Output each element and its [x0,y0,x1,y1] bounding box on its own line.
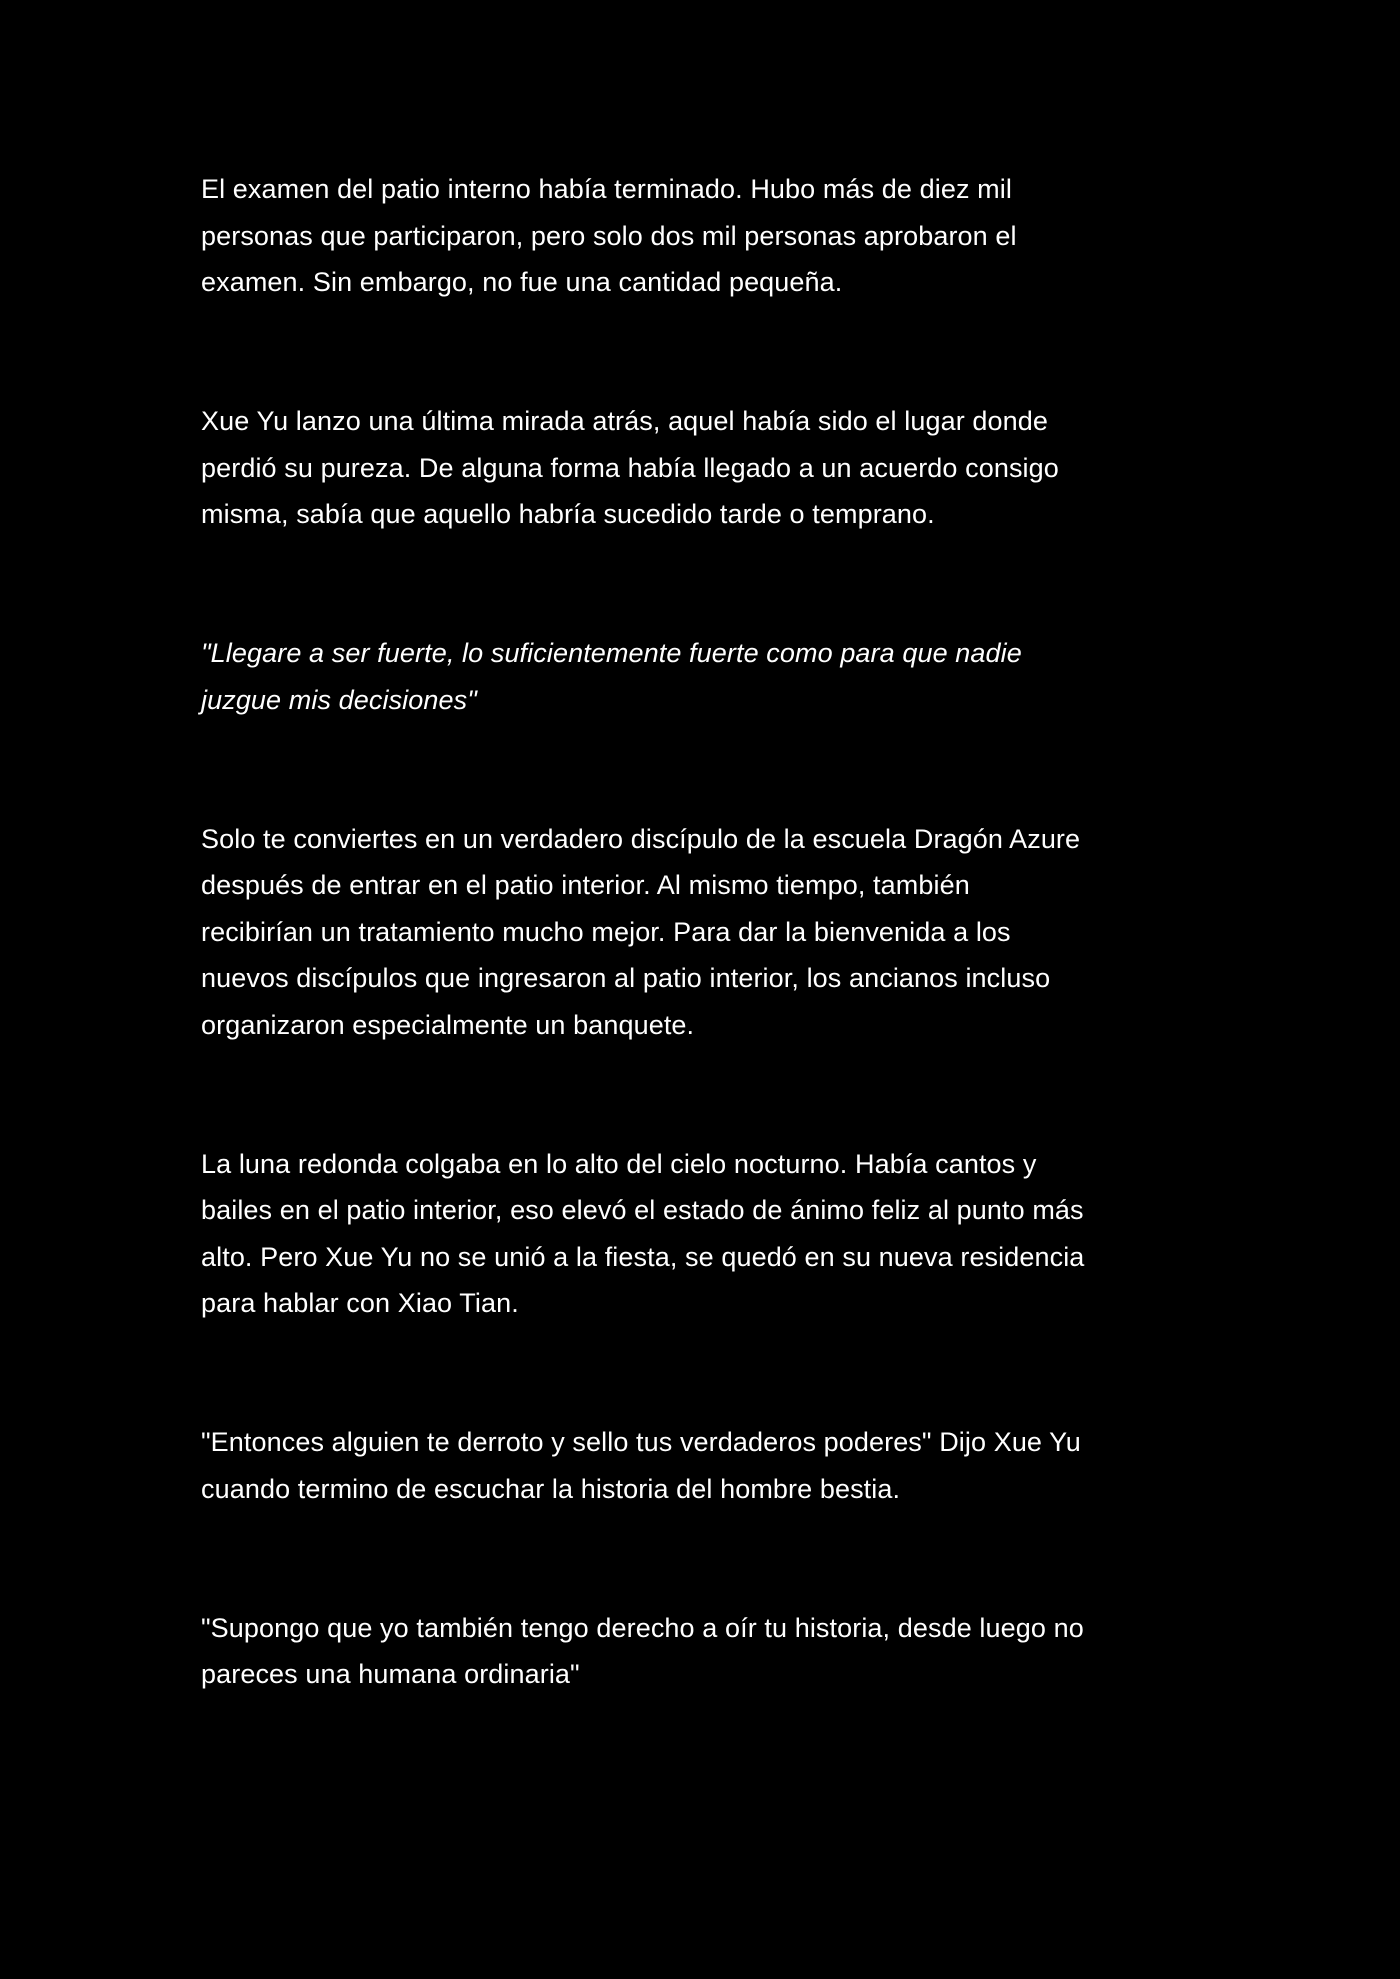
text-body [201,166,1201,1698]
paragraph-2: Xue Yu lanzo una última mirada atrás, aquel había sido el lugar donde perdió su pureza. De alguna forma había llegado a un acuerdo consigo misma, sabía que aquello habría sucedido tarde o temprano. [201,406,1059,529]
paragraph-4: Solo te conviertes en un verdadero discípulo de la escuela Dragón Azure después de entrar en el patio interior. Al mismo tiempo, también recibirían un tratamiento mucho mejor. Para dar la bienvenida a los nuevos discípulos que ingresaron al patio interior, los ancianos incluso organizaron especialmente un banquete. [201,823,1081,1040]
paragraph-5: La luna redonda colgaba en lo alto del cielo nocturno. Había cantos y bailes en el patio interior, eso elevó el estado de ánimo feliz al punto más alto. Pero Xue Yu no se unió a la fiesta, se quedó en su nueva residencia para hablar con Xiao Tian. [201,1148,1085,1318]
paragraph-1: El examen del patio interno había terminado. Hubo más de diez mil personas que participaron, pero solo dos mil personas aprobaron el examen. Sin embargo, no fue una cantidad pequeña. [201,174,1017,297]
paragraph-6: "Entonces alguien te derroto y sello tus verdaderos poderes" Dijo Xue Yu cuando termino de escuchar la historia del hombre bestia. [201,1427,1081,1504]
paragraph-7: "Supongo que yo también tengo derecho a oír tu historia, desde luego no pareces una humana ordinaria" [201,1612,1084,1689]
paragraph-3-quote: "Llegare a ser fuerte, lo suficientemente fuerte como para que nadie juzgue mis decisiones" [201,638,1022,715]
